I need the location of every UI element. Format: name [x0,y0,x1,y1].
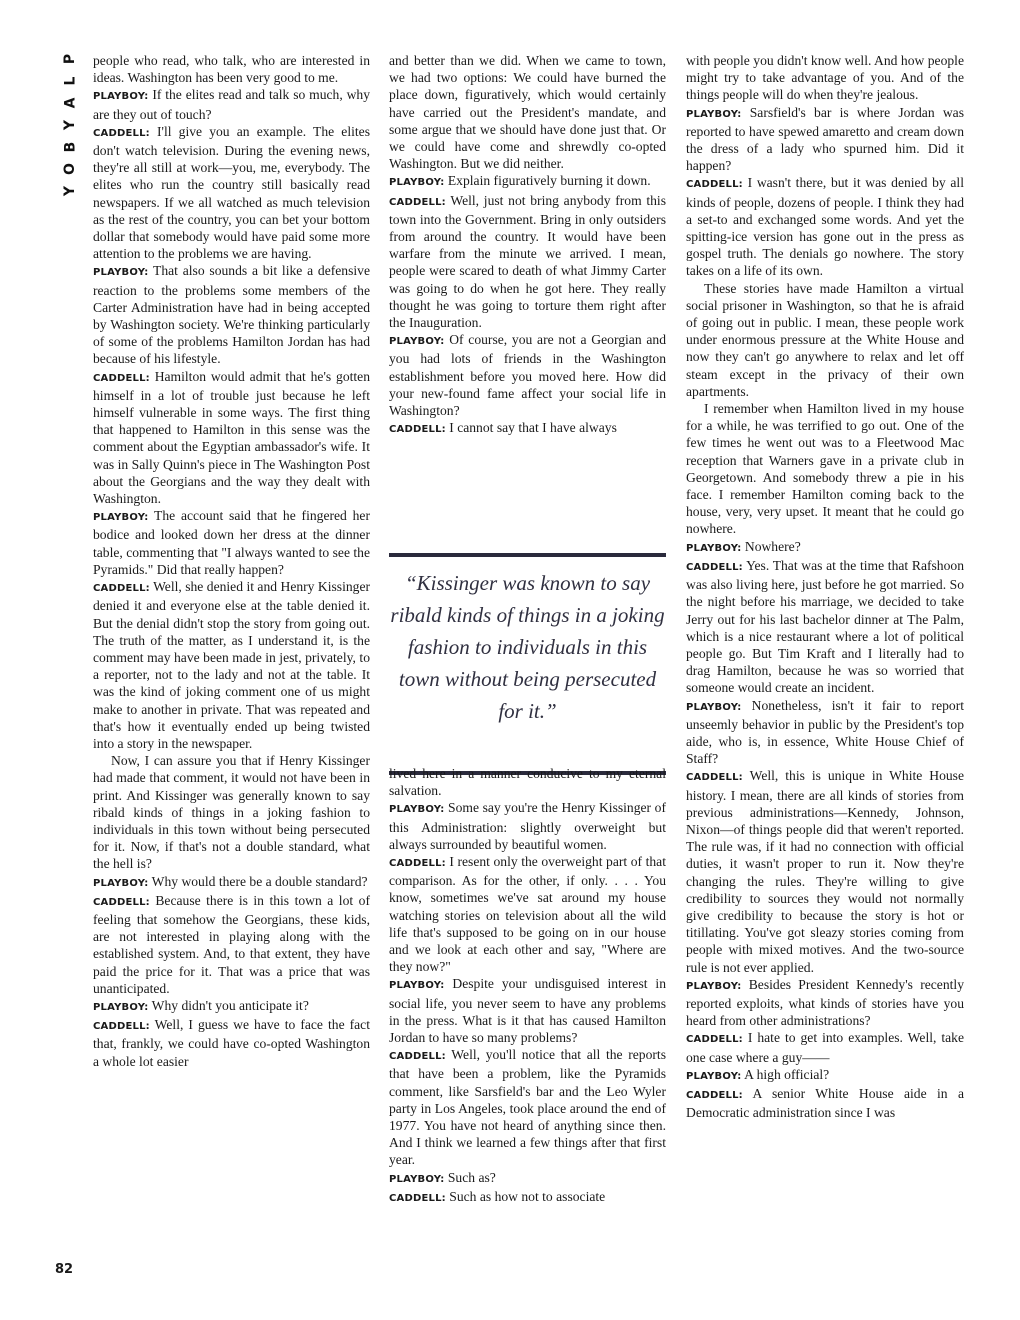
speaker-label: CADDELL: [686,179,743,191]
speaker-label: PLAYBOY: [93,267,149,279]
interview-paragraph [686,280,964,400]
speaker-label: CADDELL: [93,896,150,908]
speaker-label: PLAYBOY: [389,804,445,816]
speaker-label: PLAYBOY: [93,91,149,103]
column-3 [686,52,964,1121]
speaker-label: PLAYBOY: [93,1001,149,1013]
logo-letter: B [61,141,78,153]
interview-paragraph [93,368,370,508]
paragraph-text: Besides President Kennedy's recently reported exploits, what kinds of stories have you heard from other administrations? [686,976,964,1029]
interview-paragraph [686,1029,964,1065]
paragraph-text: with people you didn't know well. And how people might try to take advantage of you. And of the things people will do when they're jealous. [686,53,964,103]
speaker-label: CADDELL: [389,1192,446,1204]
logo-letter: L [61,76,78,86]
interview-paragraph [686,976,964,1030]
column-1 [93,52,370,1070]
speaker-label: PLAYBOY: [389,177,445,189]
logo-letter: P [61,53,78,65]
interview-paragraph [93,997,370,1016]
paragraph-text: These stories have made Hamilton a virtual social prisoner in Washington, so that he is afraid of going out in public. I mean, these people work under enormous pressure at the White House and now they can't go anywhere to relax and let off steam except in the privacy of their own apartments. [686,280,964,399]
paragraph-text: I hate to get into examples. Well, take one case where a guy—— [686,1030,965,1065]
interview-paragraph [686,1066,964,1085]
interview-paragraph [93,752,370,872]
speaker-label: PLAYBOY: [686,980,742,992]
interview-paragraph [389,419,666,438]
speaker-label: PLAYBOY: [389,980,445,992]
logo-letter: O [62,163,78,175]
interview-paragraph [93,262,370,367]
paragraph-text: lived here in a manner conducive to my eternal salvation. [389,766,666,799]
paragraph-text: A senior White House aide in a Democratic administration since I was [686,1085,964,1121]
interview-paragraph [389,331,666,419]
paragraph-text: Despite your undisguised interest in social life, you never seem to have any problems in the press. What is it that has caused Hamilton Jordan to have so many problems? [389,976,666,1046]
paragraph-text: A high official? [744,1066,830,1082]
speaker-label: PLAYBOY: [686,1070,742,1082]
speaker-label: PLAYBOY: [686,108,742,120]
interview-paragraph [389,192,666,332]
logo-letter: Y [61,119,78,131]
paragraph-text: Well, just not bring anybody from this town into the Government. Bring in only outsiders from around the country. It would have been warfare from the minute we arrived. I mean, people were scared to death of what Jimmy Carter was going to do when he got here. They really thought he was going to torture them right after the Inauguration. [389,192,667,331]
interview-paragraph [93,52,370,86]
paragraph-text: The account said that he fingered her bodice and looked down her dress at the dinner table, commenting that "I always wanted to see the Pyramids." Did that really happen? [93,508,370,577]
paragraph-text: Such as how not to associate [449,1188,606,1204]
paragraph-text: I'll give you an example. The elites don't watch television. During the evening news, they're all still at work—you, me, everybody. The elites who run the country still basically read newspapers. If we all watched as much television as the rest of the country, you can bet your bottom dollar that somebody would have paid some more attention to the problems we are having. [93,123,370,262]
speaker-label: CADDELL: [389,196,446,208]
interview-paragraph [389,52,666,172]
interview-paragraph [389,172,666,191]
interview-paragraph [389,1169,666,1188]
logo-letter: Y [61,185,78,197]
paragraph-text: Because there is in this town a lot of feeling that somehow the Georgians, these kids, are not interested in playing along with the established system. And, to that extent, they have paid the price for it. That was a price that was unanticipated. [93,892,370,996]
interview-paragraph [93,507,370,578]
interview-paragraph [389,799,666,853]
paragraph-text: I wasn't there, but it was denied by all kinds of people, dozens of people. I think they had a set-to and exchanged some words. And yet the spitting-ice version has gone out in the press as gospel truth. The denials go nowhere. The story takes on a life of its own. [686,175,964,279]
interview-paragraph [686,767,964,975]
interview-paragraph [686,400,964,538]
paragraph-text: Some say you're the Henry Kissinger of this Administration: slightly overweight but always surrounded by beautiful women. [389,800,666,852]
interview-paragraph [93,873,370,892]
interview-paragraph [389,765,666,799]
interview-paragraph [389,1188,666,1207]
pull-quote-text: “Kissinger was known to say ribald kinds of things in a joking fashion to individuals in this town without being persecuted for it.” [390,571,665,723]
paragraph-text: I resent only the overweight part of that comparison. As for the other, if only. . . . You know, sometimes we've sat around my house watching stories on television about all the wild life that's supposed to be going on in our house and we look at each other and say, "Where are they now?" [389,854,666,975]
speaker-label: CADDELL: [93,372,150,384]
paragraph-text: That also sounds a bit like a defensive reaction to the problems some members of the Carter Administration have had in being accepted by Washington society. We're thinking particularly of some of the problems Hamilton Jordan has had because of his lifestyle. [93,263,370,367]
interview-paragraph [389,975,666,1046]
speaker-label: PLAYBOY: [93,512,149,524]
paragraph-text: people who read, who talk, who are interested in ideas. Washington has been very good to me. [93,53,370,86]
paragraph-text: I remember when Hamilton lived in my house for a while, he was terrified to go out. One of the few times he went out was to a Fleetwood Mac reception that Warners gave in a private club in Georgetown. And somebody threw a pie in his face. I remember Hamilton coming back to the house, very, very upset. It meant that he could go nowhere. [686,401,964,537]
interview-paragraph [686,557,964,697]
interview-paragraph [93,86,370,122]
speaker-label: PLAYBOY: [686,701,742,713]
paragraph-text: Nowhere? [744,538,801,554]
interview-paragraph [686,104,964,175]
paragraph-text: I cannot say that I have always [449,420,617,436]
interview-paragraph [93,1016,370,1070]
paragraph-text: Now, I can assure you that if Henry Kissinger had made that comment, it would not have been in print. And Kissinger was generally known to say ribald kinds of things in a joking fashion to individuals in this town without being persecuted for it. Now, if that's not a double standard, what the hell is? [93,753,370,872]
interview-paragraph [686,538,964,557]
speaker-label: PLAYBOY: [389,1173,445,1185]
paragraph-text: If the elites read and talk so much, why are they out of touch? [93,87,370,122]
paragraph-text: Well, you'll notice that all the reports that have been a problem, like the Pyramids comment, like Sarsfield's bar and the Leo Wyler party in Los Angeles, took place around the end of 1977. You have not heard of anything since then. And I think we learned a few things after that first year. [389,1047,666,1168]
interview-paragraph [686,1085,964,1121]
playboy-vertical-logo [60,48,80,202]
speaker-label: CADDELL: [686,772,743,784]
speaker-label: PLAYBOY: [389,336,445,348]
paragraph-text: Sarsfield's bar is where Jordan was reported to have spewed amaretto and cream down the dress of a lady who spurned him. Did it happen? [686,104,964,174]
logo-letter: A [62,97,78,109]
paragraph-text: Hamilton would admit that he's gotten himself in a lot of trouble just because he left himself vulnerable in some ways. The first thing that happened to Hamilton in this sense was the comment about the Egyptian ambassador's wife. It was in Sally Quinn's piece in The Washington Post about the Georgians and the way they dealt with Washington. [93,368,370,507]
speaker-label: PLAYBOY: [686,542,742,554]
speaker-label: PLAYBOY: [93,877,149,889]
interview-paragraph [93,123,370,263]
column-2-top [389,52,666,438]
paragraph-text: Why would there be a double standard? [151,873,368,889]
column-2-bottom [389,765,666,1207]
speaker-label: CADDELL: [686,561,743,573]
paragraph-text: Yes. That was at the time that Rafshoon was also living here, just before he got married. So the night before his marriage, we decided to take Jerry out for his last bachelor dinner at The Palm, which is a nice restaurant where a lot of political people go. But Tim Kraft and I literally had to drag Hamilton, because he was so worried that someone would create an incident. [686,557,964,696]
paragraph-text: Of course, you are not a Georgian and you had lots of friends in the Washington establishment before you moved here. How did your new-found fame affect your social life in Washington? [389,332,666,419]
speaker-label: CADDELL: [686,1034,743,1046]
paragraph-text: Nonetheless, isn't it fair to report unseemly behavior in public by the President's top aide, who is, in essence, White House Chief of Staff? [686,697,965,767]
speaker-label: CADDELL: [93,583,150,595]
interview-paragraph [686,174,964,279]
interview-paragraph [686,697,964,768]
interview-paragraph [686,52,964,104]
paragraph-text: Such as? [447,1169,496,1185]
speaker-label: CADDELL: [686,1089,743,1101]
pull-quote [389,553,666,775]
paragraph-text: Well, this is unique in White House history. I mean, there are all kinds of stories from previous administrations—Kennedy, Johnson, Nixon—of things people did that weren't reported. The rule was, if it had no connection with official duties, it wasn't proper to run it. Now they're changing the rules. They're willing to give credibility to sources they would not normally give credibility to because the story is hot or titillating. You've got sleazy stories coming from people with mixed motives. And the two-source rule is not ever applied. [686,768,964,975]
interview-paragraph [93,892,370,997]
speaker-label: CADDELL: [93,1021,150,1033]
speaker-label: CADDELL: [93,127,150,139]
speaker-label: CADDELL: [389,858,446,870]
paragraph-text: Well, I guess we have to face the fact that, frankly, we could have co-opted Washington a whole lot easier [93,1017,370,1069]
interview-paragraph [389,1046,666,1168]
speaker-label: CADDELL: [389,1051,446,1063]
speaker-label: CADDELL: [389,424,446,436]
page-number: 82 [55,1262,74,1277]
interview-paragraph [389,853,666,975]
paragraph-text: and better than we did. When we came to town, we had two options: We could have burned the place down, figuratively, which would certainly have carried out the President's mandate, and some argue that we should have done just that. Or we could have come and shrewdly co-opted Washington. But we did neither. [389,53,666,172]
paragraph-text: Why didn't you anticipate it? [151,997,309,1013]
interview-paragraph [93,578,370,752]
paragraph-text: Well, she denied it and Henry Kissinger denied it and everyone else at the table denied it. But the denial didn't stop the story from going out. The truth of the matter, as I understand it, is the comment may have been made in jest, privately, to a reporter, not to the lady and not at the table. It was the kind of joking comment one of us might make to another in private. That was repeated and that's how it eventually ended up being twisted into a story in the newspaper. [93,579,371,751]
paragraph-text: Explain figuratively burning it down. [447,173,651,189]
